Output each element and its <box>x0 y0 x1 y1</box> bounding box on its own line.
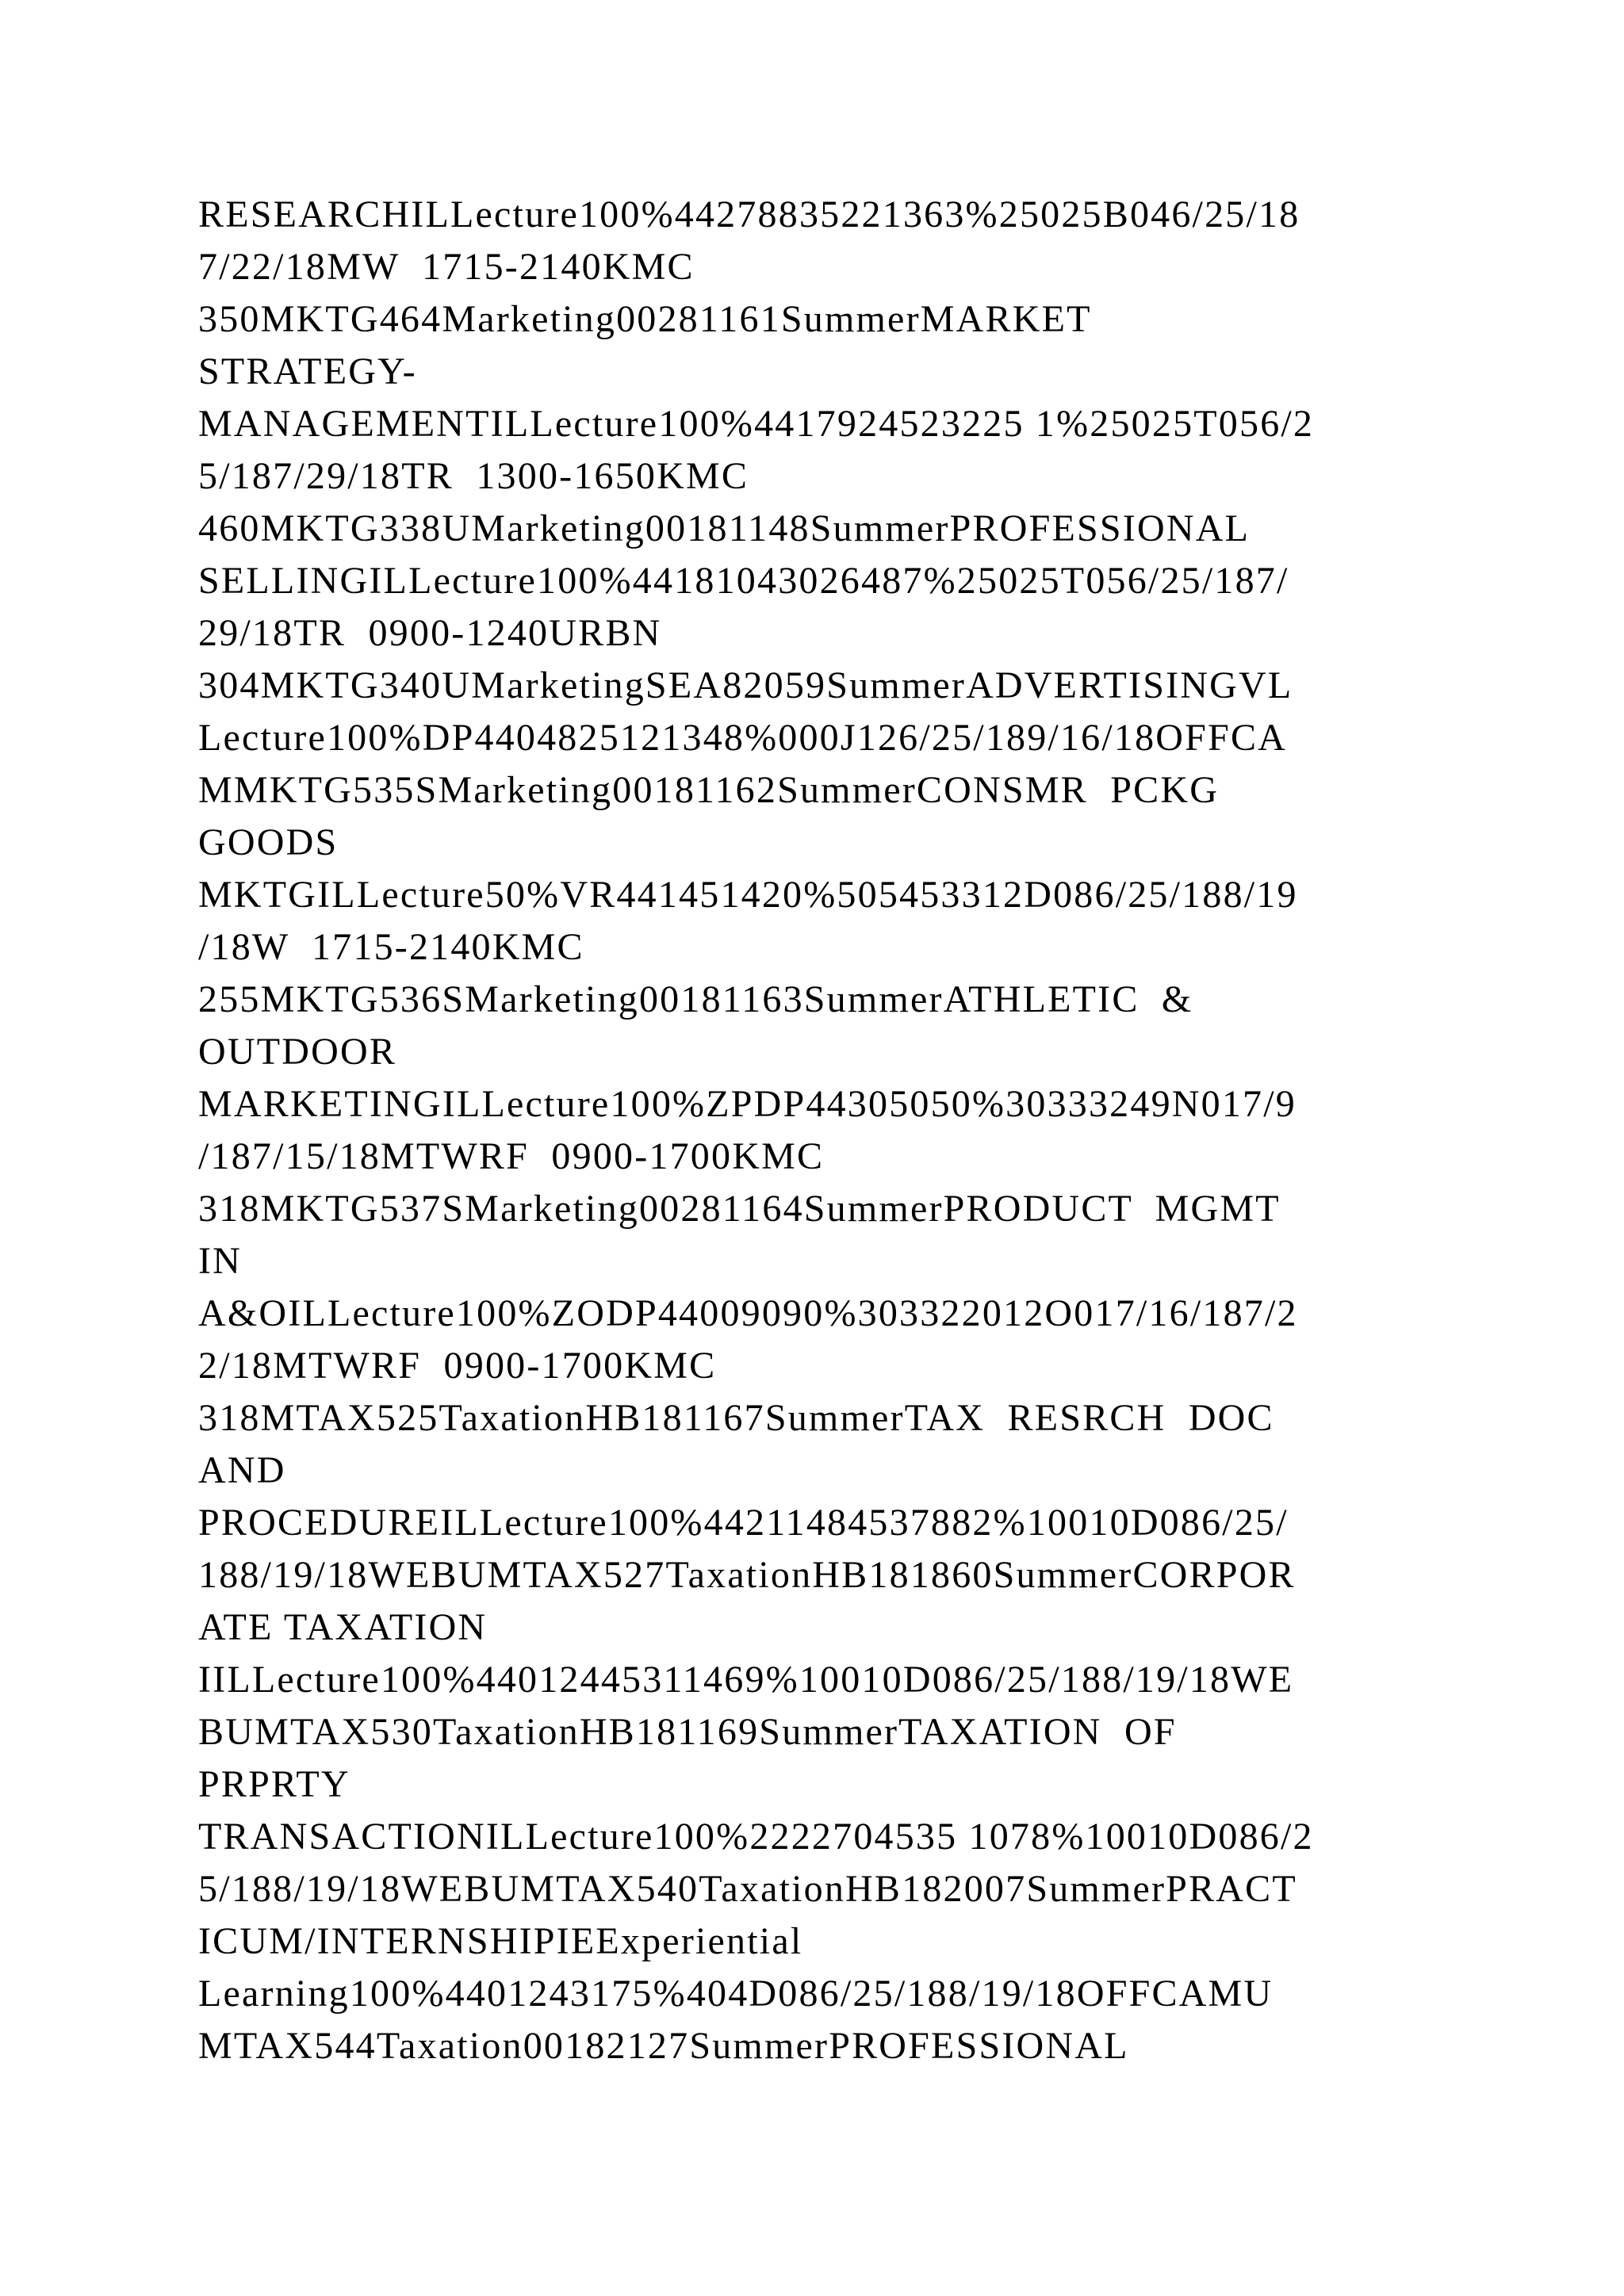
text-line: 460MKTG338UMarketing00181148SummerPROFESSIONAL <box>198 507 1251 549</box>
text-line: MARKETINGILLecture100%ZPDP44305050%30333249N017/9 <box>198 1083 1297 1125</box>
text-line: 188/19/18WEBUMTAX527TaxationHB181860SummerCORPOR <box>198 1554 1296 1596</box>
text-line: Lecture100%DP4404825121348%000J126/25/189/16/18OFFCA <box>198 717 1288 759</box>
document-text <box>198 189 1435 2072</box>
text-line: 304MKTG340UMarketingSEA82059SummerADVERTISINGVL <box>198 664 1293 706</box>
text-line: OUTDOOR <box>198 1031 397 1073</box>
text-line: 29/18TR 0900-1240URBN <box>198 612 662 654</box>
text-line: Learning100%4401243175%404D086/25/188/19/18OFFCAMU <box>198 1973 1274 2015</box>
text-line: 2/18MTWRF 0900-1700KMC <box>198 1345 717 1387</box>
text-line: 318MTAX525TaxationHB181167SummerTAX RESRCH DOC <box>198 1397 1274 1439</box>
text-line: MKTGILLecture50%VR441451420%505453312D086/25/188/19 <box>198 874 1298 916</box>
text-line: MMKTG535SMarketing00181162SummerCONSMR PCKG <box>198 769 1220 811</box>
text-line: BUMTAX530TaxationHB181169SummerTAXATION OF <box>198 1711 1177 1753</box>
text-line: 5/187/29/18TR 1300-1650KMC <box>198 455 749 497</box>
text-line: RESEARCHILLecture100%44278835221363%25025B046/25/18 <box>198 193 1300 235</box>
text-line: GOODS <box>198 821 339 863</box>
text-line: ICUM/INTERNSHIPIEExperiential <box>198 1920 803 1962</box>
text-line: SELLINGILLecture100%44181043026487%25025T056/25/187/ <box>198 560 1289 602</box>
text-line: A&OILLecture100%ZODP44009090%303322012O017/16/187/2 <box>198 1292 1298 1334</box>
text-line: TRANSACTIONILLecture100%2222704535 1078%10010D086/2 <box>198 1816 1314 1858</box>
text-line: PROCEDUREILLecture100%44211484537882%10010D086/25/ <box>198 1502 1289 1544</box>
text-line: MANAGEMENTILLecture100%4417924523225 1%25025T056/2 <box>198 403 1315 445</box>
text-line: /18W 1715-2140KMC <box>198 926 584 968</box>
text-line: /187/15/18MTWRF 0900-1700KMC <box>198 1135 825 1177</box>
text-line: 255MKTG536SMarketing00181163SummerATHLETIC & <box>198 978 1193 1020</box>
text-line: AND <box>198 1449 286 1491</box>
text-line: PRPRTY <box>198 1763 350 1805</box>
text-line: 5/188/19/18WEBUMTAX540TaxationHB182007SummerPRACT <box>198 1868 1297 1910</box>
text-line: STRATEGY- <box>198 350 417 392</box>
text-line: IN <box>198 1240 243 1282</box>
text-line: 350MKTG464Marketing00281161SummerMARKET <box>198 298 1092 340</box>
text-line: 318MKTG537SMarketing00281164SummerPRODUCT MGMT <box>198 1188 1281 1230</box>
text-line: ATE TAXATION <box>198 1606 488 1648</box>
text-line: MTAX544Taxation00182127SummerPROFESSIONAL <box>198 2025 1129 2067</box>
text-line: 7/22/18MW 1715-2140KMC <box>198 246 695 288</box>
text-line: IILLecture100%44012445311469%10010D086/25/188/19/18WE <box>198 1659 1294 1701</box>
